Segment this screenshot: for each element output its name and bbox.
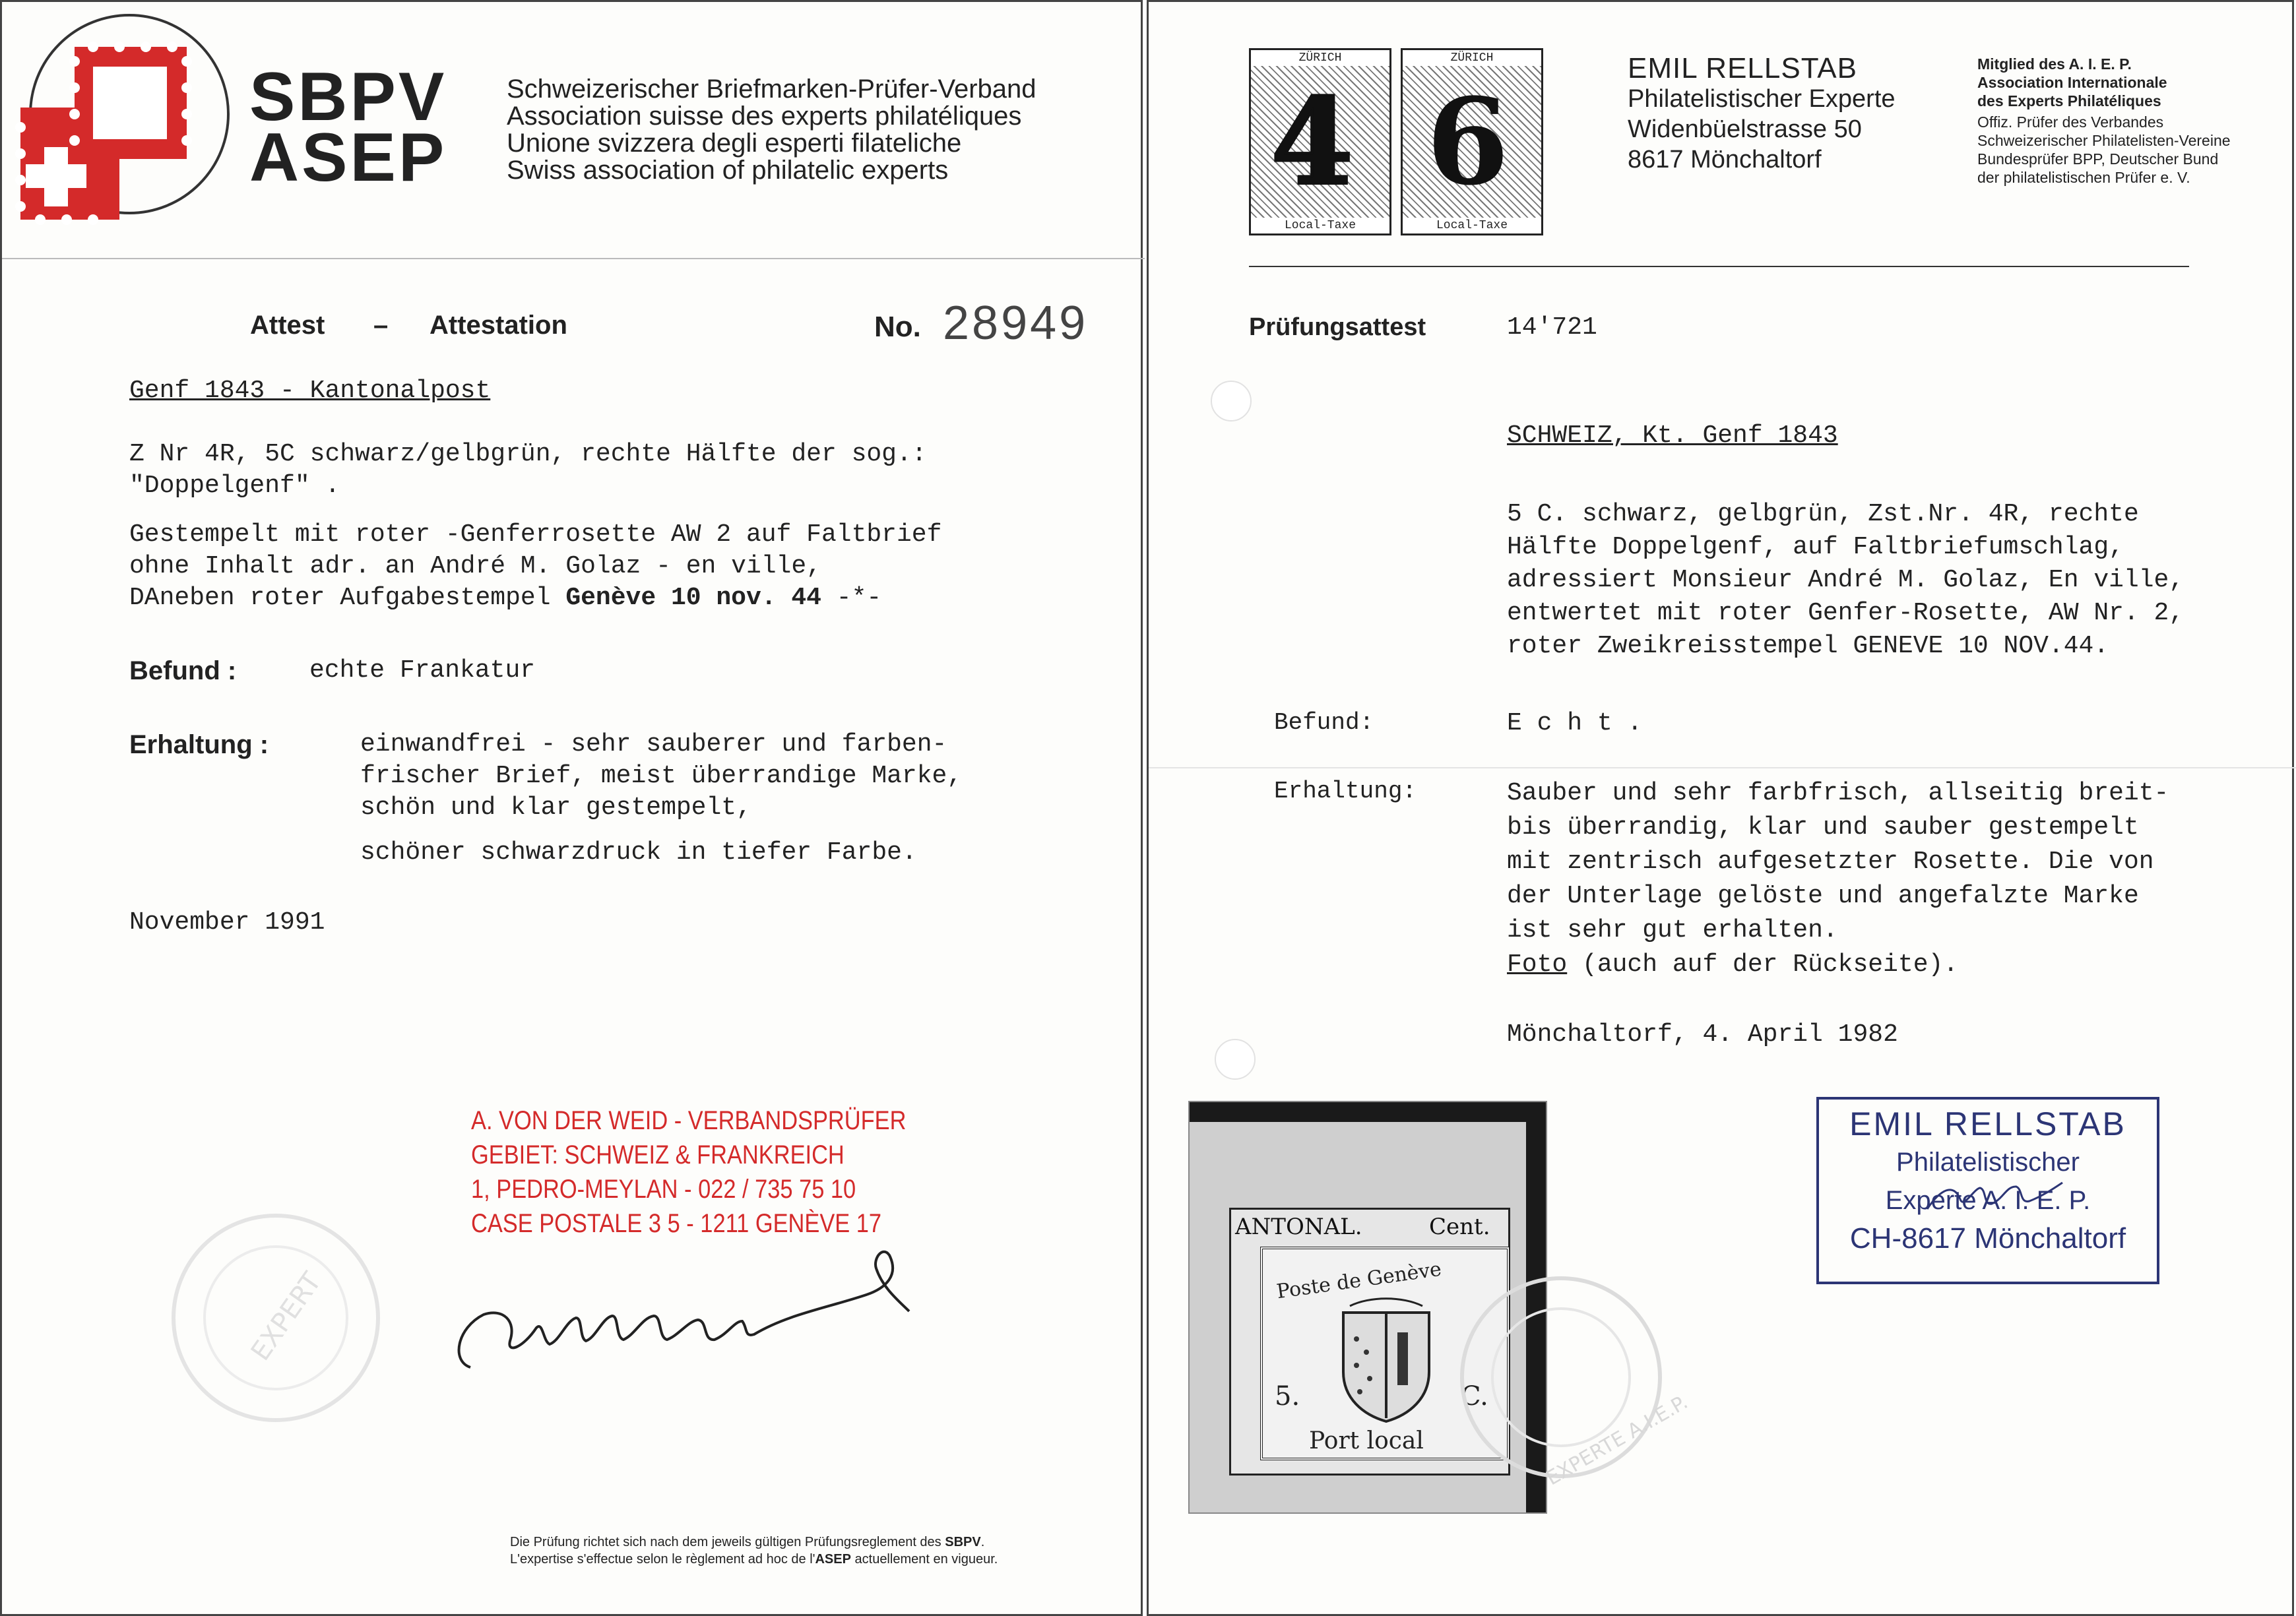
- left-certificate: [0, 0, 1143, 1616]
- stamp-bottom-label: Local-Taxe: [1251, 218, 1389, 233]
- membership-line: Bundesprüfer BPP, Deutscher Bund: [1977, 150, 2219, 168]
- header-divider: [1249, 266, 2189, 267]
- postmark-text: Genève 10 nov. 44: [565, 584, 821, 612]
- heading-dash: –: [373, 311, 389, 340]
- description-postmark: [129, 519, 941, 614]
- zurich-stamp-4: [1249, 48, 1391, 235]
- expert-signature-icon: [1914, 1163, 2072, 1229]
- description: [1507, 498, 2184, 663]
- expert-address: [1628, 53, 1896, 175]
- desc-line: roter Zweikreisstempel GENEVE 10 NOV.44.: [1507, 632, 2109, 660]
- attest-label: Attest: [250, 311, 325, 340]
- association-names: [507, 76, 1036, 184]
- sbpv-logo-icon: [20, 9, 245, 233]
- erhaltung-label: Erhaltung:: [1274, 778, 1417, 805]
- desc-line: 5 C. schwarz, gelbgrün, Zst.Nr. 4R, rechte: [1507, 500, 2139, 528]
- signature-icon: [444, 1229, 932, 1400]
- right-certificate: [1147, 0, 2294, 1616]
- association-en: Swiss association of philatelic experts: [507, 156, 949, 185]
- erhaltung-label: Erhaltung :: [129, 730, 269, 759]
- footer-bold: SBPV: [945, 1535, 981, 1549]
- box-stamp-line: Philatelistischer: [1896, 1148, 2080, 1177]
- erhaltung-text: [1507, 776, 2169, 982]
- logo-sbpv: SBPV: [249, 59, 447, 135]
- association-de: Schweizerischer Briefmarken-Prüfer-Verband: [507, 75, 1036, 104]
- membership-line: Association Internationale: [1977, 74, 2167, 91]
- expert-name: EMIL RELLSTAB: [1628, 52, 1858, 84]
- stamp-line: GEBIET: SCHWEIZ & FRANKREICH: [471, 1140, 845, 1169]
- erhaltung-line: mit zentrisch aufgesetzter Rosette. Die von: [1507, 848, 2154, 876]
- footer-text: actuellement en vigueur.: [850, 1552, 998, 1567]
- attest-number: 14'721: [1507, 313, 1597, 342]
- stamp-digit: 4: [1271, 73, 1354, 212]
- footer-line-fr: [510, 1551, 998, 1568]
- desc-line: adressiert Monsieur André M. Golaz, En ville,: [1507, 566, 2184, 594]
- emboss-text: EXPERT: [245, 1266, 328, 1367]
- stamp-value-left: 5.: [1275, 1381, 1300, 1412]
- header-divider: [2, 258, 1145, 259]
- punch-hole: [1215, 1039, 1256, 1080]
- befund-value: E c h t .: [1507, 709, 1643, 737]
- erhaltung-line: bis überrandig, klar und sauber gestempelt: [1507, 813, 2139, 842]
- desc-line: "Doppelgenf" .: [129, 472, 340, 500]
- erhaltung-line: einwandfrei - sehr sauberer und farben-: [360, 730, 947, 759]
- photo-shadow: [1190, 1102, 1533, 1122]
- zurich-stamp-6: [1401, 48, 1543, 235]
- footer-text: Die Prüfung richtet sich nach dem jeweils gültigen Prüfungsreglement des: [510, 1535, 945, 1549]
- place-date: Mönchaltorf, 4. April 1982: [1507, 1020, 1898, 1049]
- befund-label: Befund:: [1274, 709, 1374, 736]
- desc-line: Z Nr 4R, 5C schwarz/gelbgrün, rechte Hälfte der sog.:: [129, 440, 927, 468]
- membership-line: der philatelistischen Prüfer e. V.: [1977, 169, 2190, 186]
- erhaltung-text: [360, 729, 962, 824]
- stamp-bottom-label: Local-Taxe: [1403, 218, 1541, 233]
- geneva-coat-icon: [1337, 1299, 1436, 1425]
- erhaltung-line: der Unterlage gelöste und angefalzte Marke: [1507, 882, 2139, 910]
- examiner-stamp: [471, 1103, 906, 1241]
- box-stamp-line: Experte A. I. E. P.: [1885, 1186, 2091, 1215]
- stamp-line: A. VON DER WEID - VERBANDSPRÜFER: [471, 1106, 907, 1135]
- erhaltung-line: frischer Brief, meist überrandige Marke,: [360, 762, 963, 790]
- erhaltung-line: Sauber und sehr farbfrisch, allseitig breit-: [1507, 779, 2169, 807]
- erhaltung-line: schön und klar gestempelt,: [360, 793, 751, 822]
- box-stamp-line: CH-8617 Mönchaltorf: [1849, 1222, 2126, 1255]
- emboss-text: EXPERTE A.I.E.P.: [1542, 1390, 1692, 1491]
- association-fr: Association suisse des experts philatéliques: [507, 102, 1022, 131]
- footer-text: .: [980, 1535, 985, 1549]
- membership-line: Mitglied des A. I. E. P.: [1977, 55, 2132, 73]
- box-stamp-line: EMIL RELLSTAB: [1849, 1105, 2126, 1142]
- foto-label: Foto: [1507, 950, 1568, 979]
- expert-title: Philatelistischer Experte: [1628, 85, 1896, 113]
- association-it: Unione svizzera degli esperti filateliche: [507, 129, 962, 158]
- stamp-top-label: ZÜRICH: [1403, 50, 1541, 66]
- stamp-bottom-text: Port local: [1309, 1427, 1424, 1454]
- stamp-line: CASE POSTALE 3 5 - 1211 GENÈVE 17: [471, 1209, 882, 1238]
- footer-line-de: [510, 1534, 998, 1551]
- fold-line: [1149, 767, 2296, 768]
- befund-label: Befund :: [129, 656, 237, 685]
- desc-line: Gestempelt mit roter -Genferrosette AW 2 auf Faltbrief: [129, 520, 942, 549]
- certificate-date: November 1991: [129, 908, 325, 937]
- attestation-label: Attestation: [430, 311, 567, 340]
- description-stamp: [129, 439, 927, 502]
- stamp-value-right: C.: [1461, 1381, 1488, 1412]
- erhaltung-extra: schöner schwarzdruck in tiefer Farbe.: [360, 838, 917, 867]
- erhaltung-line: [1507, 948, 2169, 982]
- foto-note: (auch auf der Rückseite).: [1567, 950, 1959, 979]
- desc-line: entwertet mit roter Genfer-Rosette, AW Nr. 2,: [1507, 599, 2184, 627]
- expert-city: 8617 Mönchaltorf: [1628, 146, 1822, 173]
- footer-text: L'expertise s'effectue selon le règlement ad hoc de l': [510, 1552, 815, 1567]
- stamp-top-left: ANTONAL.: [1235, 1214, 1362, 1240]
- emboss-seal-icon: [167, 1209, 385, 1427]
- desc-suffix: -*-: [821, 584, 882, 612]
- membership-line: des Experts Philatéliques: [1977, 92, 2161, 109]
- footer-note: [510, 1534, 998, 1568]
- stamp-top-label: ZÜRICH: [1251, 50, 1389, 66]
- desc-line: Hälfte Doppelgenf, auf Faltbriefumschlag,: [1507, 533, 2124, 561]
- befund-value: echte Frankatur: [309, 656, 536, 685]
- subject-title: SCHWEIZ, Kt. Genf 1843: [1507, 421, 1838, 450]
- emboss-seal-icon: [1452, 1268, 1692, 1491]
- stamp-arc-text: Poste de Genève: [1275, 1257, 1443, 1304]
- membership-line: Offiz. Prüfer des Verbandes: [1977, 113, 2164, 131]
- footer-bold: ASEP: [815, 1552, 851, 1567]
- logo-asep: ASEP: [249, 119, 447, 196]
- subject-title: Genf 1843 - Kantonalpost: [129, 377, 491, 405]
- desc-line: [129, 582, 941, 614]
- certificate-number: 28949: [943, 297, 1089, 350]
- stamp-line: 1, PEDRO-MEYLAN - 022 / 735 75 10: [471, 1175, 856, 1204]
- membership-line: Schweizerischer Philatelisten-Vereine: [1977, 132, 2231, 149]
- desc-line: ohne Inhalt adr. an André M. Golaz - en ville,: [129, 552, 821, 580]
- desc-prefix: DAneben roter Aufgabestempel: [129, 584, 566, 612]
- membership-info: [1977, 55, 2231, 187]
- erhaltung-line: ist sehr gut erhalten.: [1507, 916, 1838, 945]
- pruefungsattest-label: Prüfungsattest: [1249, 313, 1426, 341]
- stamp-top-right: Cent.: [1429, 1214, 1490, 1240]
- punch-hole: [1211, 381, 1252, 421]
- stamp-digit: 6: [1426, 73, 1510, 212]
- number-label: No.: [874, 311, 921, 343]
- expert-street: Widenbüelstrasse 50: [1628, 115, 1862, 143]
